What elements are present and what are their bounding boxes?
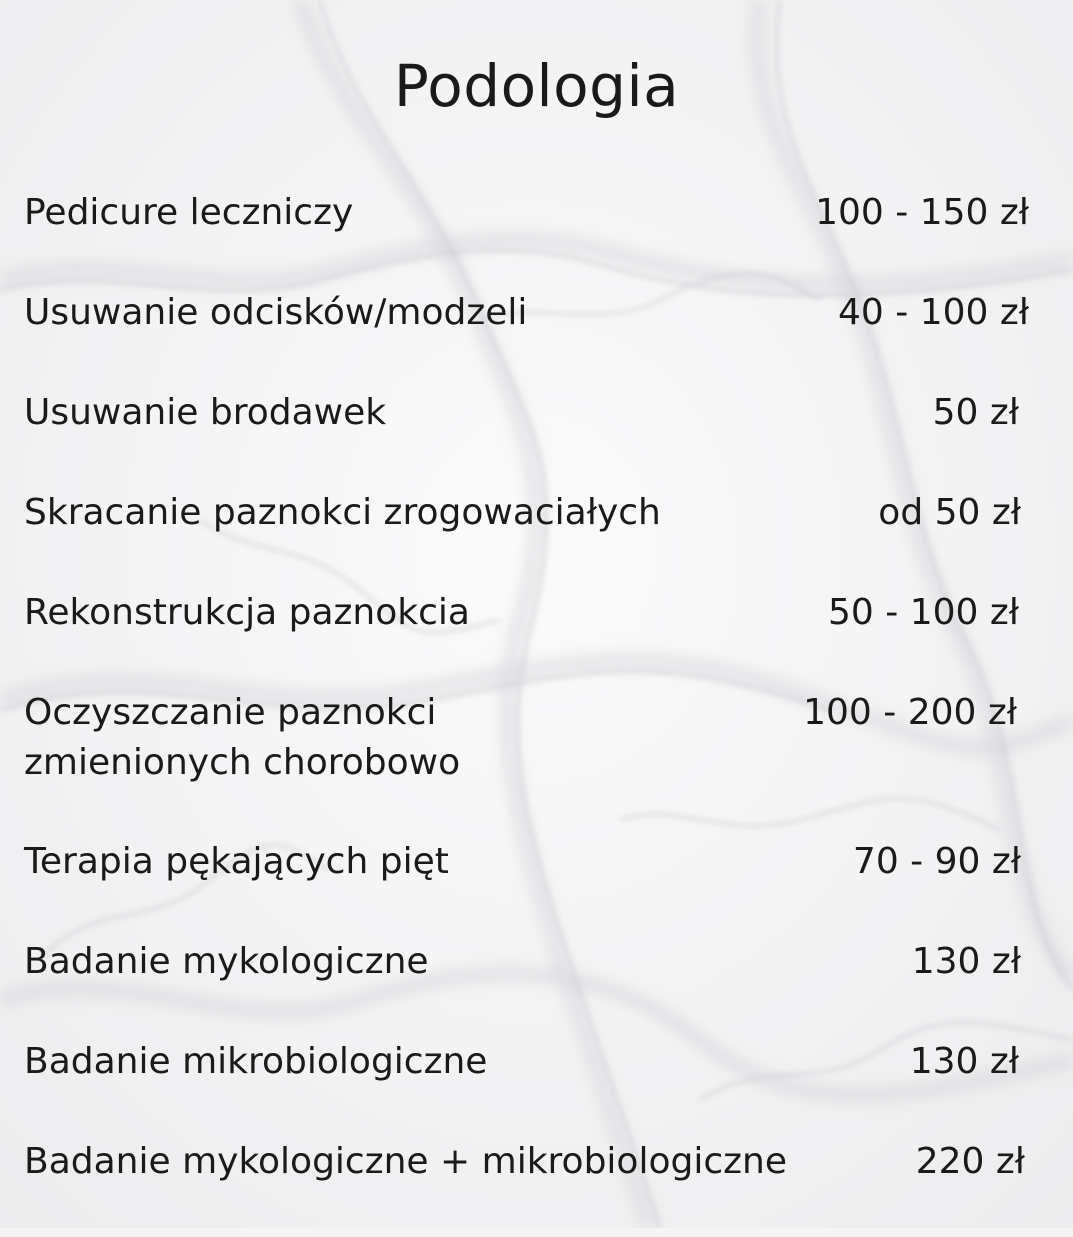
service-name: Terapia pękających pięt: [24, 841, 449, 882]
service-name: Badanie mykologiczne: [24, 941, 429, 982]
service-row: [24, 288, 1029, 388]
service-price: 130 zł: [911, 941, 1021, 982]
service-row: [24, 688, 1029, 798]
service-name: Oczyszczanie paznokci zmienionych chorobowo: [24, 692, 461, 783]
service-name: Pedicure leczniczy: [24, 192, 354, 233]
service-row: [24, 937, 1029, 1037]
service-name: Rekonstrukcja paznokcia: [24, 592, 470, 633]
service-name: Badanie mykologiczne + mikrobiologiczne: [24, 1141, 787, 1182]
service-name: Usuwanie odcisków/modzeli: [24, 292, 528, 333]
service-price: 100 - 150 zł: [815, 192, 1029, 233]
page-title: Podologia: [393, 52, 680, 120]
service-row: [24, 188, 1029, 288]
service-price: 50 zł: [932, 392, 1019, 433]
service-name: Usuwanie brodawek: [24, 392, 387, 433]
service-row: [24, 488, 1029, 588]
service-price: 70 - 90 zł: [852, 841, 1021, 882]
service-price: od 50 zł: [878, 492, 1021, 533]
service-price: 100 - 200 zł: [803, 692, 1017, 733]
service-row: [24, 1037, 1029, 1137]
service-price: 130 zł: [909, 1041, 1019, 1082]
service-price: 40 - 100 zł: [838, 292, 1029, 333]
service-row: [24, 388, 1029, 488]
service-row: [24, 588, 1029, 688]
service-row: [24, 1137, 1029, 1237]
service-row: [24, 837, 1029, 937]
service-name: Skracanie paznokci zrogowaciałych: [24, 492, 661, 533]
service-name: Badanie mikrobiologiczne: [24, 1041, 488, 1082]
service-price: 220 zł: [915, 1141, 1025, 1182]
service-price: 50 - 100 zł: [828, 592, 1019, 633]
